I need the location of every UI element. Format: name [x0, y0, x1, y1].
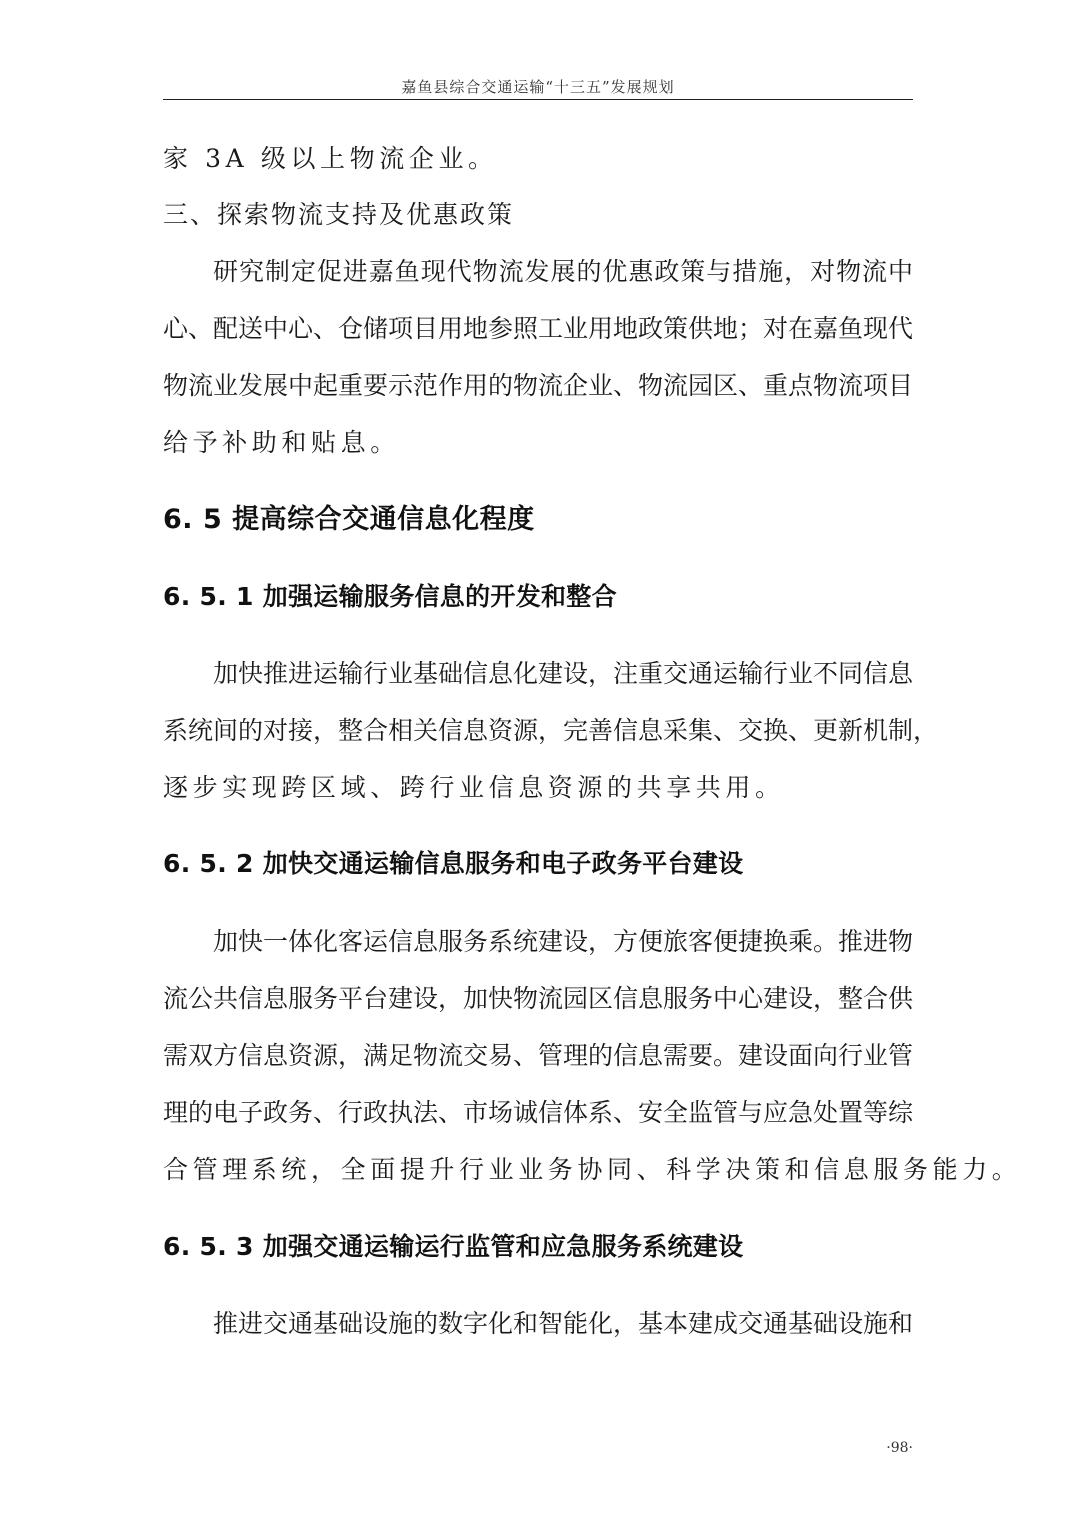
page-number: ·98·: [886, 1440, 913, 1456]
paragraph-line: 流公共信息服务平台建设，加快物流园区信息服务中心建设，整合供: [163, 984, 914, 1013]
paragraph-line: 给予补助和贴息。: [163, 428, 400, 457]
paragraph-line: 合管理系统，全面提升行业业务协同、科学决策和信息服务能力。: [163, 1155, 1022, 1184]
section-heading-6-5-2: 6. 5. 2 加快交通运输信息服务和电子政务平台建设: [163, 849, 744, 878]
paragraph-line: 系统间的对接，整合相关信息资源，完善信息采集、交换、更新机制，: [163, 716, 939, 745]
paragraph-line: 加快一体化客运信息服务系统建设，方便旅客便捷换乘。推进物: [213, 927, 914, 956]
paragraph-line: 物流业发展中起重要示范作用的物流企业、物流园区、重点物流项目: [163, 371, 914, 400]
paragraph-line: 理的电子政务、行政执法、市场诚信体系、安全监管与应急处置等综: [163, 1098, 914, 1127]
paragraph-line: 逐步实现跨区域、跨行业信息资源的共享共用。: [163, 773, 785, 802]
paragraph-line: 需双方信息资源，满足物流交易、管理的信息需要。建设面向行业管: [163, 1041, 914, 1070]
continuation-line: 家 3A 级以上物流企业。: [163, 144, 498, 173]
section-heading-6-5-3: 6. 5. 3 加强交通运输运行监管和应急服务系统建设: [163, 1232, 744, 1261]
header-divider: [163, 99, 913, 100]
paragraph-line: 研究制定促进嘉鱼现代物流发展的优惠政策与措施，对物流中: [213, 257, 913, 286]
paragraph-line: 推进交通基础设施的数字化和智能化，基本建成交通基础设施和: [213, 1309, 914, 1338]
paragraph-line: 加快推进运输行业基础信息化建设，注重交通运输行业不同信息: [213, 659, 914, 688]
section-heading-policy: 三、探索物流支持及优惠政策: [163, 200, 515, 229]
paragraph-line: 心、配送中心、仓储项目用地参照工业用地政策供地；对在嘉鱼现代: [163, 314, 914, 343]
running-header: 嘉鱼县综合交通运输“十三五”发展规划: [401, 78, 675, 96]
section-heading-6-5: 6. 5 提高综合交通信息化程度: [163, 504, 535, 535]
section-heading-6-5-1: 6. 5. 1 加强运输服务信息的开发和整合: [163, 582, 617, 611]
